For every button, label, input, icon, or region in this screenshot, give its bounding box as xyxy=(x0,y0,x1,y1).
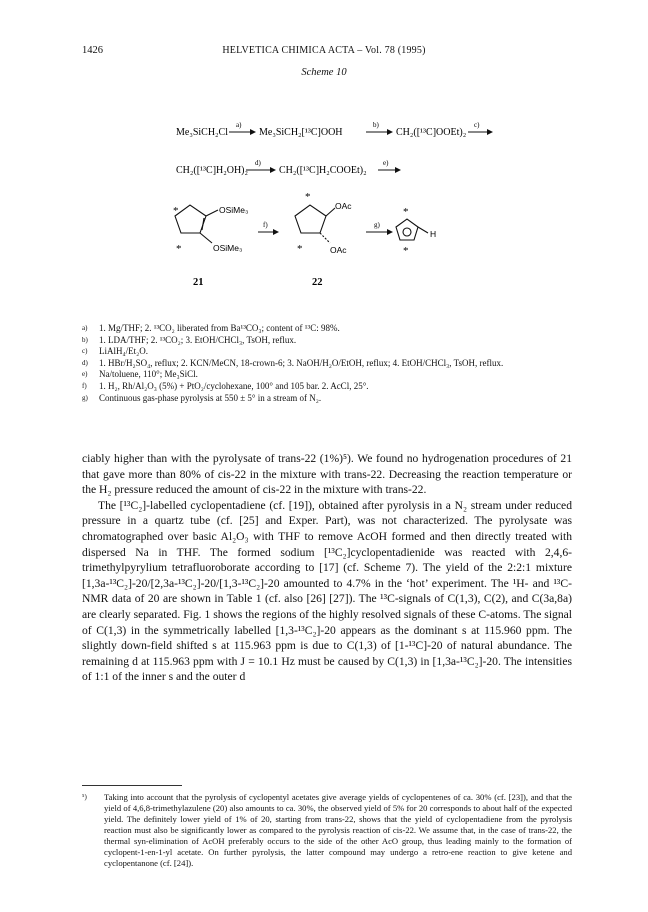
condition-text: 1. LDA/THF; 2. ¹³CO₂; 3. EtOH/CHCl₃, TsOH, reflux. xyxy=(99,334,297,345)
star-cp-top: * xyxy=(403,206,409,218)
oac-bottom: OAc xyxy=(330,245,347,255)
compound-ch2-13ch2cooet2: CH₂([¹³C]H₂COOEt)₂ xyxy=(279,165,367,176)
footnote-5 xyxy=(82,792,572,869)
star-22-top: * xyxy=(305,191,311,203)
condition-text: 1. H₂, Rh/Al₂O₃ (5%) + PtO₂/cyclohexane, 100° and 105 bar. 2. AcCl, 25°. xyxy=(99,380,369,391)
osime3-bottom: OSiMe₃ xyxy=(213,243,243,253)
compound-me3sich2cl: Me₃SiCH₂Cl xyxy=(176,127,228,138)
condition-mark: b) xyxy=(82,335,88,344)
compound-number-21: 21 xyxy=(193,277,204,288)
osime3-top: OSiMe₃ xyxy=(219,205,249,215)
star-22-bottom: * xyxy=(297,243,303,255)
arrow-f-label: f) xyxy=(263,221,268,229)
compound-ch2-13c-ooet2: CH₂([¹³C]OOEt)₂ xyxy=(396,127,467,138)
compound-ch2-13ch2oh2: CH₂([¹³C]H₂OH)₂ xyxy=(176,165,249,176)
structure-21 xyxy=(175,205,218,243)
condition-row xyxy=(82,346,572,358)
arrow-a-label: a) xyxy=(236,121,242,129)
arrow-c-label: c) xyxy=(474,121,480,129)
condition-row xyxy=(82,369,572,381)
footnote-rule xyxy=(82,785,182,786)
condition-mark: g) xyxy=(82,393,88,402)
arrow-e-label: e) xyxy=(383,159,389,167)
condition-text: LiAlH₄/Et₂O. xyxy=(99,346,149,357)
footnote-5-text: Taking into account that the pyrolysis of cyclopentyl acetates give average yields of cyclopentenes of ca. 30% (cf. [23]), and that the yield of 4,6,8-trimethylazulene (20) also amounts to ca. 30%, the observed yield of 5% for 20 corresponds to about half of the expected yield. The definitely lower yield of 1% of 20, starting from trans-22, shows that the yield of cyclopentadiene from the pyrolysis reaction must also be significantly lower as compared to the pyrolysis reaction of cis-22. We assume that, in the case of trans-22, the thermal syn-elimination of AcOH preferably occurs to the side of the other AcO group, thus leading mainly to the formation of cyclopent-1-en-1-yl acetate. On further pyrolysis, the latter compound may undergo a retro-ene reaction to give ketene and cyclopentanone (cf. [24]). xyxy=(104,792,572,868)
condition-mark: d) xyxy=(82,358,88,367)
paragraph-1: ciably higher than with the pyrolysate of trans-22 (1%)⁵). We found no hydrogenation procedures of 21 that gave more than 80% of cis-22 in the mixture with trans-22. Decreasing the reaction temperature or the H₂ pressure reduced the amount of cis-22 in the mixture with trans-22. xyxy=(82,452,572,497)
running-head: HELVETICA CHIMICA ACTA – Vol. 78 (1995) xyxy=(222,45,426,56)
star-cp-bottom: * xyxy=(403,245,409,257)
condition-row xyxy=(82,381,572,393)
star-21-top: * xyxy=(173,205,179,217)
footnote-5-mark: ⁵) xyxy=(82,793,87,801)
paragraph-2: The [¹³C₂]-labelled cyclopentadiene (cf. [19]), obtained after pyrolysis in a N₂ stream under reduced pressure in a quartz tube (cf. [25] and Exper. Part), was not characterized. The pyrolysate was chromatographed over basic Al₂O₃ with THF to remove AcOH formed and then directly treated with dispersed Na in THF. The formed sodium [¹³C₂]cyclopentadienide was reacted with 2,4,6-trimethylpyrylium tetrafluoroborate according to [17] (cf. Scheme 7). The yield of the 2:2:1 mixture [1,3a-¹³C₂]-20/[2,3a-¹³C₂]-20/[1,3-¹³C₂]-20 amounted to 4.7% in the ‘hot’ experiment. The ¹H- and ¹³C-NMR data of 20 are shown in Table 1 (cf. also [26] [27]). The ¹³C-signals of C(1,3), C(2), and C(3a,8a) are clearly separated. Fig. 1 shows the regions of the highly resolved signals of these C-atoms. The signal of C(1,3) in the symmetrically labelled [1,3-¹³C₂]-20 appears as the dominant s at 115.960 ppm. The slightly down-field shifted s at 115.963 ppm is due to C(1,3) of [1-¹³C]-20 of natural abundance. The remaining d at 115.963 ppm with J = 10.1 Hz must be caused by C(1,3) in [1,3a-¹³C₂]-20. The intensities of 1:1 of the inner s and the outer d xyxy=(82,498,572,684)
compound-me3sich2-13c-ooh: Me₃SiCH₂[¹³C]OOH xyxy=(259,127,343,138)
scheme-title: Scheme 10 xyxy=(301,67,347,78)
arrow-d-label: d) xyxy=(255,159,261,167)
condition-text: 1. Mg/THF; 2. ¹³CO₂ liberated from Ba¹³CO₃; content of ¹³C: 98%. xyxy=(99,323,340,333)
condition-text: 1. HBr/H₂SO₄, reflux; 2. KCN/MeCN, 18-crown-6; 3. NaOH/H₂O/EtOH, reflux; 4. EtOH/CHCl₃, TsOH, reflux. xyxy=(99,357,504,368)
star-21-bottom: * xyxy=(176,243,182,255)
structure-22 xyxy=(295,205,335,243)
oac-top: OAc xyxy=(335,201,352,211)
condition-row xyxy=(82,393,572,405)
condition-row xyxy=(82,358,572,370)
arrow-g-label: g) xyxy=(374,221,380,229)
page-number: 1426 xyxy=(82,45,103,56)
condition-mark: e) xyxy=(82,370,88,379)
condition-mark: a) xyxy=(82,324,88,332)
reaction-scheme xyxy=(0,0,648,320)
compound-number-22: 22 xyxy=(312,277,323,288)
arrow-b-label: b) xyxy=(373,121,379,129)
condition-row xyxy=(82,335,572,347)
cp-h-label: H xyxy=(430,229,437,239)
structure-cyclopentadiene xyxy=(396,219,428,240)
condition-text: Na/toluene, 110°; Me₃SiCl. xyxy=(99,369,198,380)
body-text xyxy=(82,451,572,685)
scheme-conditions xyxy=(82,323,572,404)
condition-mark: c) xyxy=(82,347,88,356)
condition-mark: f) xyxy=(82,381,87,390)
condition-text: Continuous gas-phase pyrolysis at 550 ± 5° in a stream of N₂. xyxy=(99,392,322,403)
condition-row xyxy=(82,323,572,335)
